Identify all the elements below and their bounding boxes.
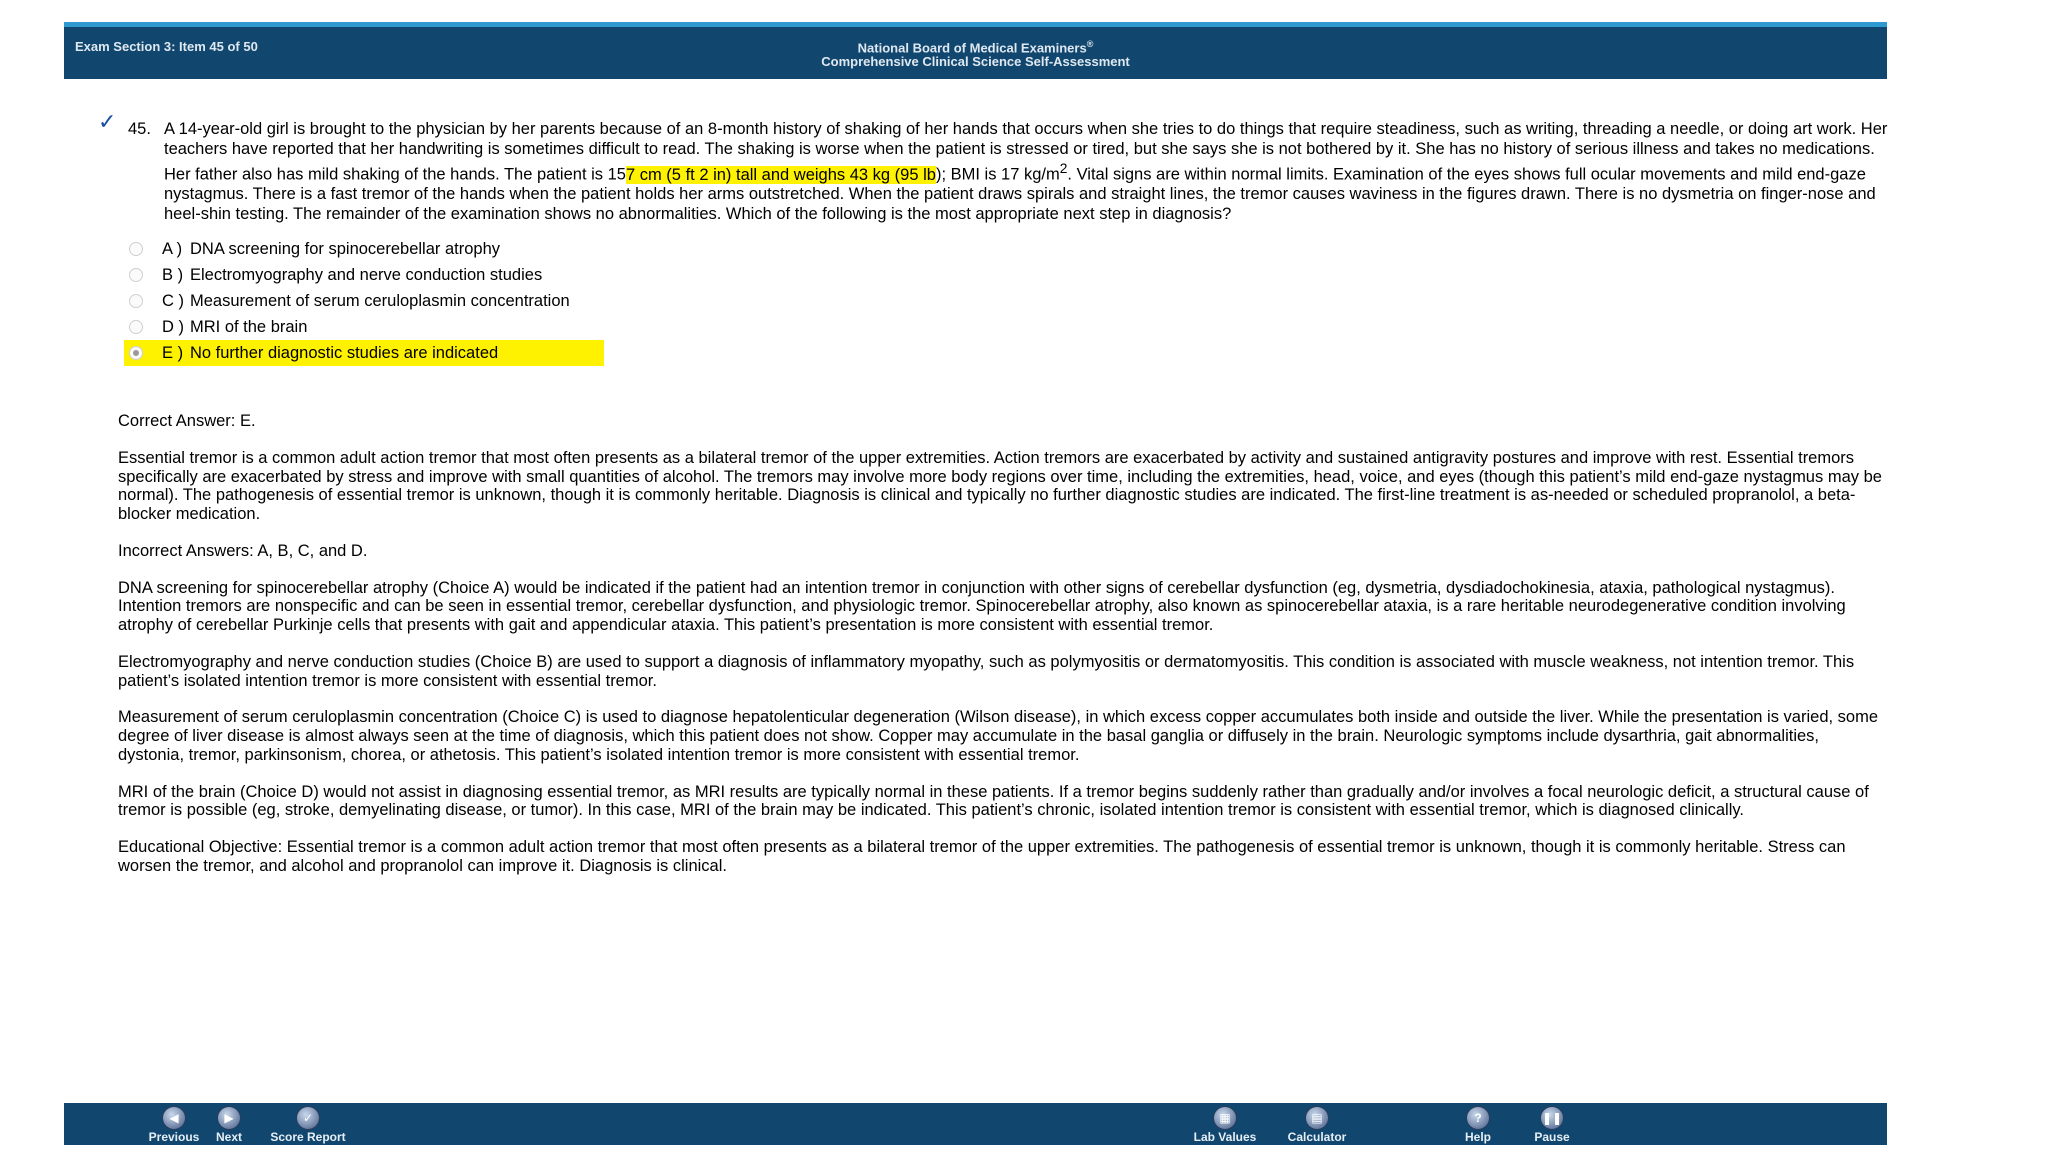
- radio-button[interactable]: [129, 294, 143, 308]
- stem-text: . Vital signs are within normal limits. Examination of the eyes shows full ocular movements and mild end-gaze nystagmus. There is a fast tremor of the hands when the patient holds her arms outstretched. When the patient draws spirals and straight lines, the tremor causes waviness in the figures drawn. There is no dysmetria on finger-nose and heel-shin testing. The remainder of the examination shows no abnormalities. Which of the following is the most appropriate next step in diagnosis?: [164, 165, 1876, 223]
- question-stem: [164, 120, 1894, 224]
- radio-button[interactable]: [129, 346, 143, 360]
- incorrect-answers: Incorrect Answers: A, B, C, and D.: [118, 541, 368, 560]
- choice-text: No further diagnostic studies are indicated: [190, 344, 499, 362]
- calculator-icon: ▤: [1306, 1107, 1328, 1129]
- question-number: 45.: [128, 120, 151, 138]
- registered-mark: ®: [1086, 39, 1094, 49]
- previous-icon: ◀: [163, 1107, 185, 1129]
- correct-answer: Correct Answer: E.: [118, 412, 256, 430]
- choice-text: MRI of the brain: [190, 318, 308, 336]
- board-title: [64, 37, 1887, 69]
- stem-superscript: 2: [1059, 161, 1068, 176]
- explanation: [118, 412, 1888, 894]
- choice-letter: E ): [162, 344, 184, 362]
- score-report-label: Score Report: [270, 1130, 346, 1144]
- score-report-button[interactable]: [268, 1107, 348, 1144]
- lab-values-label: Lab Values: [1193, 1130, 1257, 1144]
- answer-choice[interactable]: [124, 262, 604, 288]
- answer-choice[interactable]: [124, 314, 604, 340]
- choice-text: Measurement of serum ceruloplasmin concentration: [190, 292, 570, 310]
- choice-text: DNA screening for spinocerebellar atrophy: [190, 240, 500, 258]
- section-label: Exam Section 3: Item 45 of 50: [75, 39, 258, 54]
- pause-icon: ❚❚: [1541, 1107, 1563, 1129]
- next-icon: ▶: [218, 1107, 240, 1129]
- explanation-choice-b: Electromyography and nerve conduction studies (Choice B) are used to support a diagnosis of inflammatory myopathy, such as polymyositis or dermatomyositis. This condition is associated with muscle weakness, not intention tremor. This patient’s isolated intention tremor is more consistent with essential tremor.: [118, 652, 1855, 690]
- explanation-paragraph: Essential tremor is a common adult action tremor that most often presents as a bilateral tremor of the upper extremities. Action tremors are exacerbated by activity and sustained antigravity postures and improve with rest. Essential tremors specifically are exacerbated by stress and improve with small quantities of alcohol. The tremors may involve more body regions over time, including the extremities, head, voice, and eyes (though this patient’s mild end-gaze nystagmus may be normal). The pathogenesis of essential tremor is unknown, though it is commonly heritable. Diagnosis is clinical and typically no further diagnostic studies are indicated. The first-line treatment is as-needed or scheduled propranolol, a beta-blocker medication.: [118, 448, 1882, 523]
- board-name: National Board of Medical Examiners: [857, 40, 1087, 56]
- help-icon: ?: [1467, 1107, 1489, 1129]
- stem-text: A 14-year-old girl is brought to the physician by her parents because of an 8-month history of shaking of her hands that occurs when she tries to do things that require steadiness, such as writing, threading a needle, or doing art work. Her teachers have reported that her handwriting is sometimes difficult to read. The shaking is worse when the patient is stressed or tired, but she says she is not bothered by it. She has no history of serious illness and takes no medications. Her father also has mild shaking of the hands. The patient is 15: [164, 120, 1888, 184]
- answer-choice[interactable]: [124, 340, 604, 366]
- stem-highlight: 7 cm (5 ft 2 in) tall and weighs 43 kg (95 lb: [625, 165, 936, 184]
- lab-values-button[interactable]: [1185, 1107, 1265, 1144]
- help-button[interactable]: [1438, 1107, 1518, 1144]
- explanation-choice-a: DNA screening for spinocerebellar atrophy (Choice A) would be indicated if the patient had an intention tremor in conjunction with other signs of cerebellar dysfunction (eg, dysmetria, dysdiadochokinesia, ataxia, pathological nystagmus). Intention tremors are nonspecific and can be seen in essential tremor, cerebellar dysfunction, and physiologic tremor. Spinocerebellar atrophy, also known as spinocerebellar ataxia, is a rare heritable neurodegenerative condition involving atrophy of cerebellar Purkinje cells that presents with gait and appendicular ataxia. This patient’s presentation is more consistent with essential tremor.: [118, 578, 1846, 634]
- exam-header: [64, 22, 1887, 79]
- radio-button[interactable]: [129, 268, 143, 282]
- stem-text: ); BMI is 17 kg/m: [935, 165, 1060, 184]
- choice-letter: C ): [162, 292, 184, 310]
- choice-letter: D ): [162, 318, 184, 336]
- pause-button[interactable]: [1512, 1107, 1592, 1144]
- exam-footer: [64, 1103, 1887, 1145]
- radio-button[interactable]: [129, 242, 143, 256]
- check-mark-icon: ✓: [98, 109, 117, 134]
- answer-choice[interactable]: [124, 236, 604, 262]
- choice-letter: B ): [162, 266, 184, 284]
- assessment-name: Comprehensive Clinical Science Self-Assessment: [821, 54, 1130, 70]
- educational-objective: Educational Objective: Essential tremor is a common adult action tremor that most often presents as a bilateral tremor of the upper extremities. The pathogenesis of essential tremor is unknown, though it is commonly heritable. Stress can worsen the tremor, and alcohol and propranolol can improve it. Diagnosis is clinical.: [118, 838, 1846, 875]
- calculator-button[interactable]: [1277, 1107, 1357, 1144]
- next-label: Next: [215, 1130, 242, 1144]
- pause-label: Pause: [1534, 1130, 1570, 1144]
- lab-values-icon: ▦: [1214, 1107, 1236, 1129]
- check-icon: ✓: [297, 1107, 319, 1129]
- explanation-choice-c: Measurement of serum ceruloplasmin concentration (Choice C) is used to diagnose hepatolenticular degeneration (Wilson disease), in which excess copper accumulates both inside and outside the liver. While the presentation is varied, some degree of liver disease is almost always seen at the time of diagnosis, which this patient does not show. Copper may accumulate in the basal ganglia or diffusely in the brain. Neurologic symptoms include dysarthria, gait abnormalities, dystonia, tremor, parkinsonism, chorea, or athetosis. This patient’s isolated intention tremor is more consistent with essential tremor.: [118, 708, 1879, 764]
- explanation-choice-d: MRI of the brain (Choice D) would not assist in diagnosing essential tremor, as MRI results are typically normal in these patients. If a tremor begins suddenly rather than gradually and/or involves a focal neurologic deficit, a structural cause of tremor is possible (eg, stroke, demyelinating disease, or tumor). In this case, MRI of the brain may be indicated. This patient’s chronic, isolated intention tremor is consistent with essential tremor, which is diagnosed clinically.: [118, 782, 1869, 820]
- calculator-label: Calculator: [1287, 1130, 1347, 1144]
- answer-choice[interactable]: [124, 288, 604, 314]
- radio-button[interactable]: [129, 320, 143, 334]
- next-button[interactable]: [189, 1107, 269, 1144]
- choice-text: Electromyography and nerve conduction studies: [190, 266, 543, 284]
- answer-choices: [124, 236, 604, 366]
- help-label: Help: [1464, 1130, 1491, 1144]
- previous-label: Previous: [148, 1130, 200, 1144]
- choice-letter: A ): [162, 240, 183, 258]
